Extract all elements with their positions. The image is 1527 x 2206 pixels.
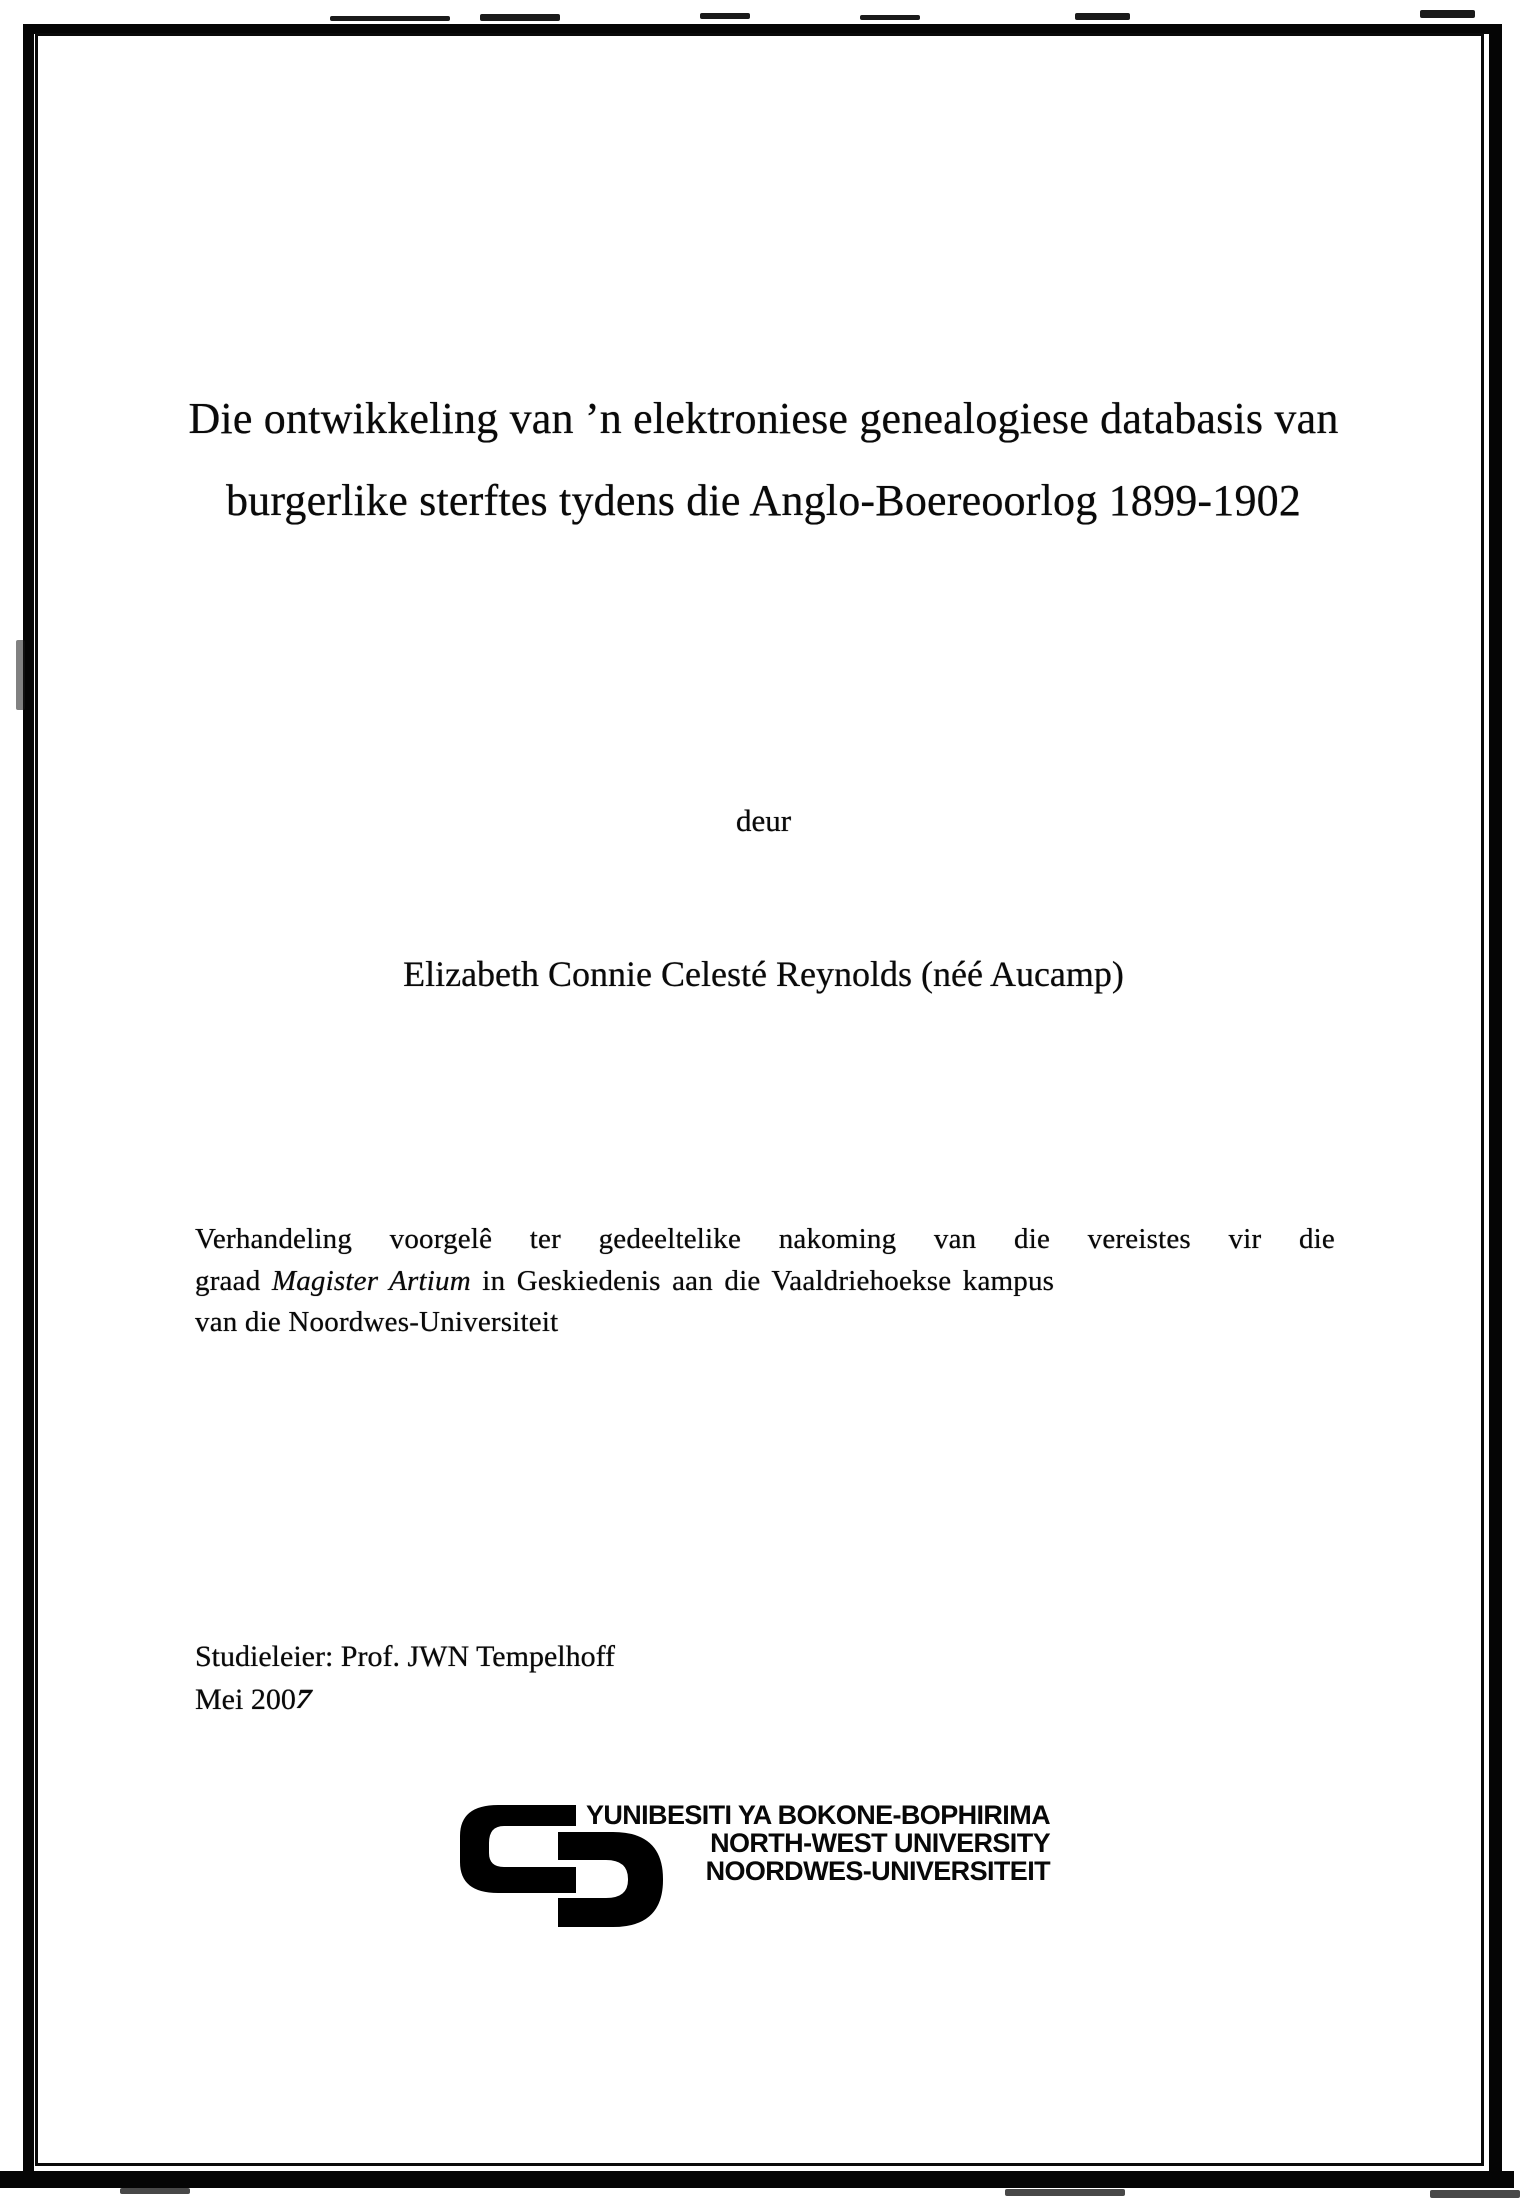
scan-artifact bbox=[1075, 13, 1130, 20]
scan-artifact bbox=[1005, 2189, 1125, 2196]
scan-artifact bbox=[1420, 10, 1475, 18]
thesis-title-line1: Die ontwikkeling van ’n elektroniese genealogiese databasis van bbox=[188, 394, 1339, 443]
scan-artifact bbox=[1430, 2190, 1520, 2198]
degree-statement bbox=[195, 1219, 1335, 1344]
date-line bbox=[195, 1678, 615, 1721]
scan-artifact bbox=[16, 640, 25, 710]
author-name: Elizabeth Connie Celesté Reynolds (néé Aucamp) bbox=[403, 954, 1124, 994]
supervisor-date-block bbox=[195, 1635, 615, 1721]
degree-name: Magister Artium bbox=[271, 1264, 471, 1297]
thesis-title-line2: burgerlike sterftes tydens die Anglo-Boereoorlog 1899-1902 bbox=[225, 476, 1302, 525]
byline-preposition: deur bbox=[735, 803, 792, 838]
scan-artifact bbox=[120, 2188, 190, 2194]
university-name-setswana: YUNIBESITI YA BOKONE-BOPHIRIMA bbox=[585, 1800, 1050, 1830]
university-name-block bbox=[586, 1801, 1050, 1885]
supervisor-line: Studieleier: Prof. JWN Tempelhoff bbox=[195, 1640, 616, 1673]
page-frame-left-border bbox=[23, 24, 34, 2174]
page-frame-bottom-border bbox=[0, 2171, 1514, 2188]
date-last-digit: 7 bbox=[291, 1684, 316, 1715]
degree-statement-line2 bbox=[195, 1261, 1335, 1303]
scan-artifact bbox=[480, 14, 560, 21]
thesis-title bbox=[96, 378, 1431, 542]
university-name-afrikaans: NOORDWES-UNIVERSITEIT bbox=[705, 1856, 1050, 1886]
scan-artifact bbox=[700, 13, 750, 19]
degree-statement-line2-post: in Geskiedenis aan die Vaaldriehoekse kampus bbox=[470, 1264, 1055, 1297]
page-frame-right-border bbox=[1489, 24, 1502, 2174]
scan-artifact bbox=[330, 16, 450, 21]
university-name-english: NORTH-WEST UNIVERSITY bbox=[710, 1828, 1050, 1858]
degree-statement-line1: Verhandeling voorgelê ter gedeeltelike nakoming van die vereistes vir die bbox=[195, 1223, 1335, 1255]
degree-statement-line3: van die Noordwes-Universiteit bbox=[195, 1306, 559, 1338]
date-prefix: Mei 200 bbox=[195, 1683, 296, 1716]
scan-artifact bbox=[860, 15, 920, 20]
degree-statement-line2-pre: graad bbox=[195, 1264, 272, 1297]
